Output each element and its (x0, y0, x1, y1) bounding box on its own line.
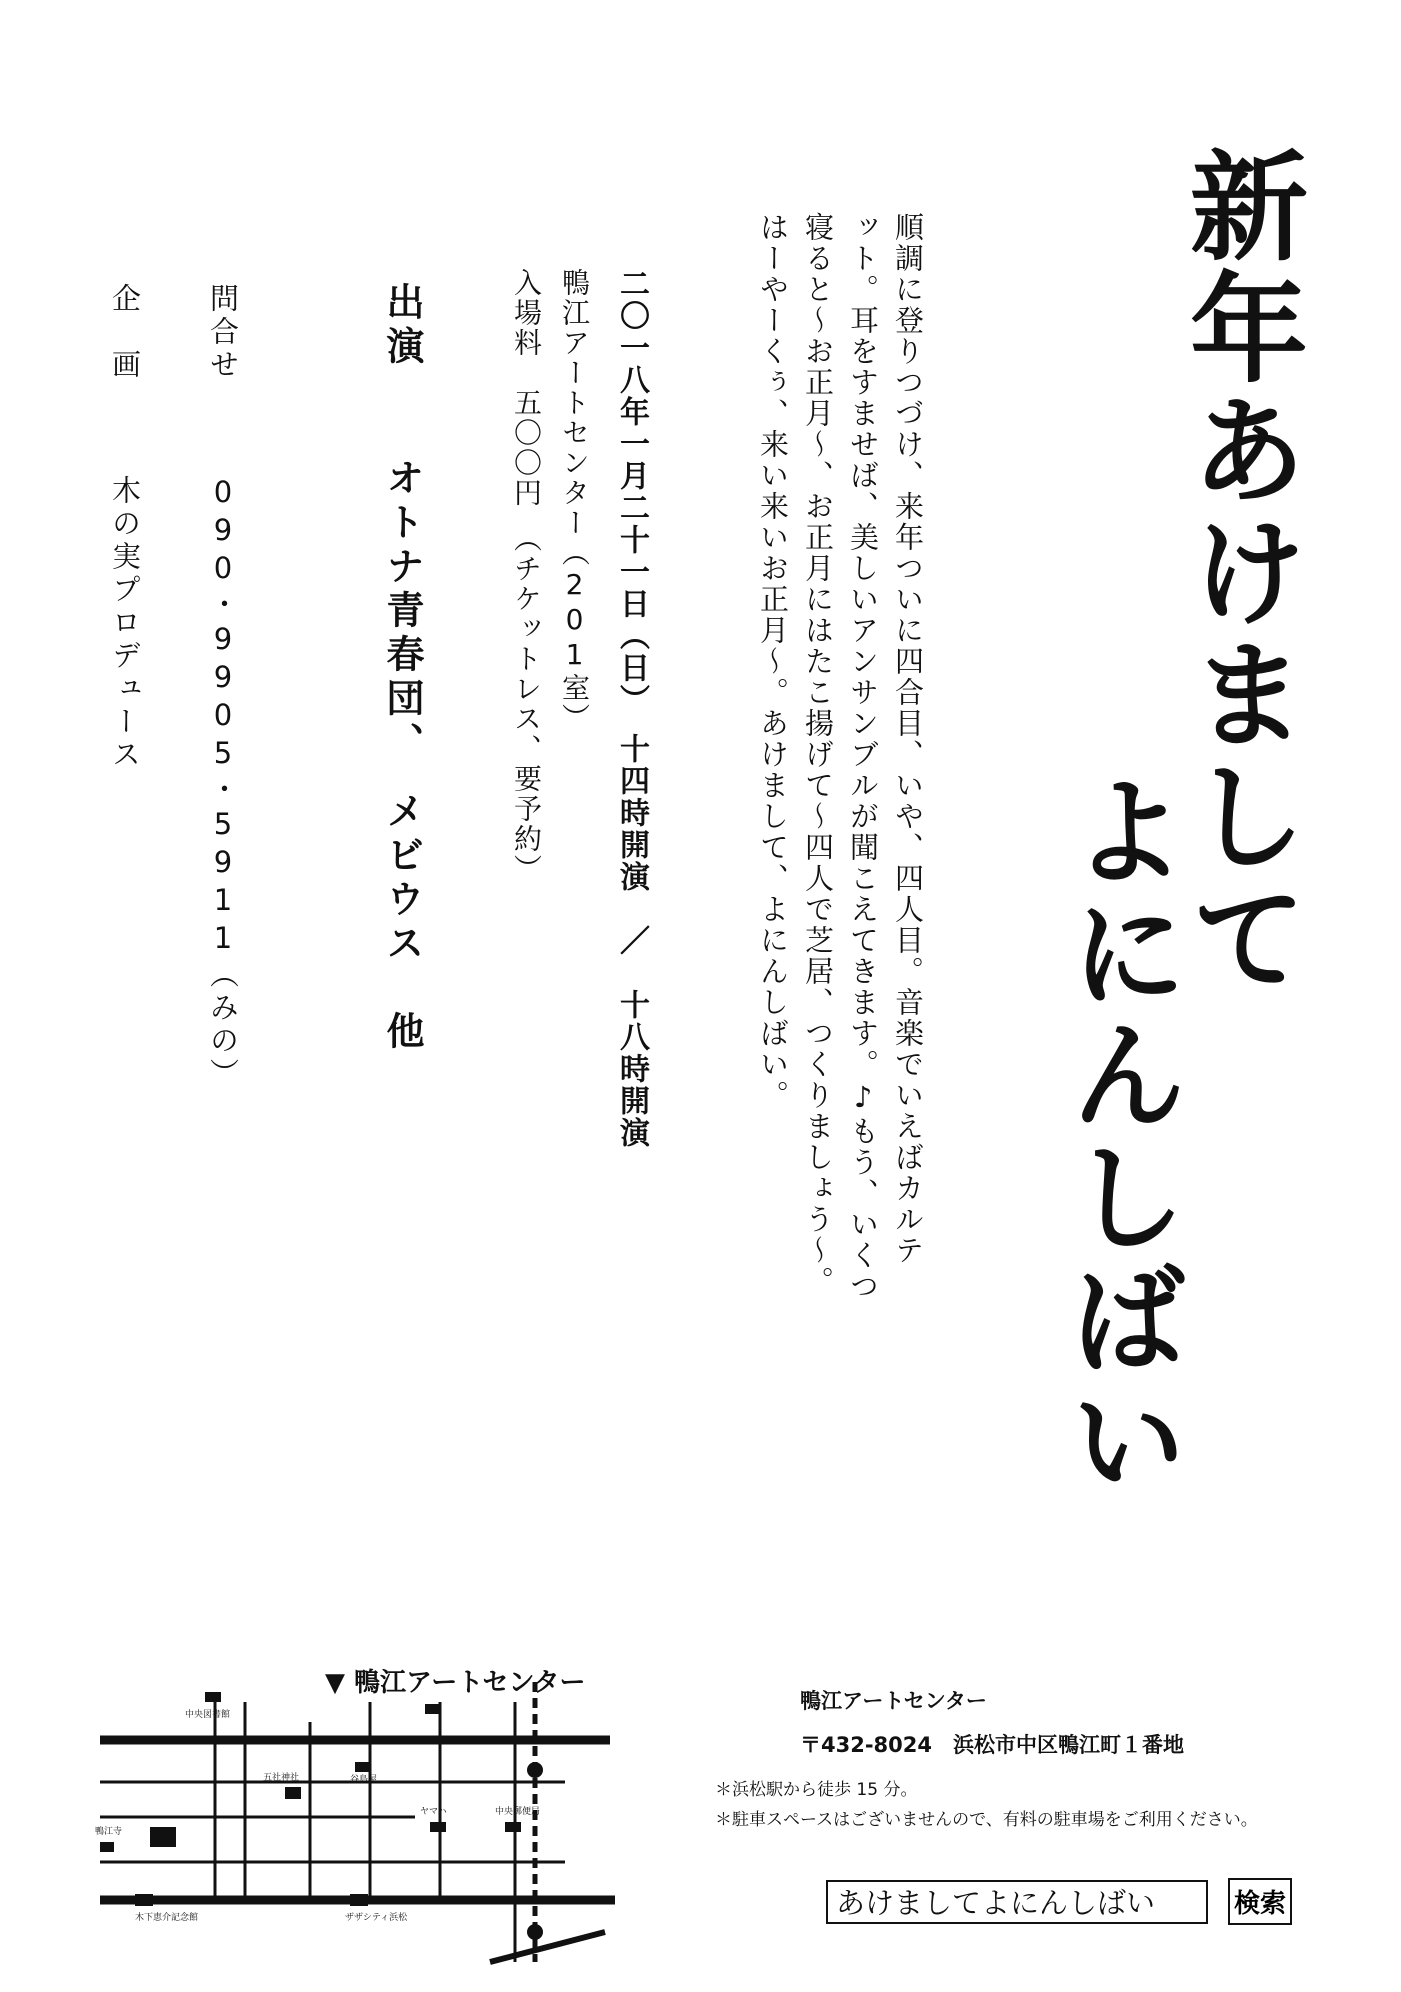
title-line-1: 新年あけまして (1170, 145, 1309, 999)
map-title: ▼ 鴨江アートセンター (325, 1668, 586, 1698)
station-2 (527, 1924, 543, 1940)
event-venue: 鴨江アートセンター（201室） (558, 268, 591, 733)
search-button[interactable]: 検索 (1228, 1878, 1292, 1925)
library-marker (205, 1692, 221, 1702)
event-date: 二〇一八年一月二十一日（日） 十四時開演 ／ 十八時開演 (614, 268, 649, 1149)
kinoshita-marker (135, 1894, 153, 1906)
note-parking: ＊駐車スペースはございませんので、有料の駐車場をご利用ください。 (715, 1810, 1258, 1830)
body-line-1: 順調に登りつづけ、来年ついに四合目、いや、四人目。音楽でいえばカルテ (891, 212, 925, 1266)
inquiry-phone: 090・9905・5911（みの） (206, 475, 240, 1091)
map-label-post: 中央郵便局 (495, 1807, 541, 1817)
inquiry-label: 問合せ (206, 283, 240, 382)
road-diagonal (490, 1932, 605, 1962)
venue-marker (150, 1827, 176, 1847)
shrine-marker (285, 1787, 301, 1799)
map-label-yamaha: ヤマハ (420, 1807, 447, 1817)
map-label-tanishisho: 谷島屋 (350, 1775, 378, 1785)
note-walk: ＊浜松駅から徒歩 15 分。 (715, 1780, 918, 1800)
access-notes (715, 1775, 1258, 1835)
search-input[interactable] (826, 1880, 1208, 1924)
event-fee: 入場料 五〇〇円 （チケットレス、要予約） (510, 268, 543, 884)
venue-address: 〒432-8024 浜松市中区鴨江町１番地 (800, 1733, 1184, 1757)
map-label-shrine: 五社神社 (263, 1773, 300, 1783)
marker-2 (425, 1704, 441, 1714)
zaza-marker (350, 1894, 368, 1906)
event-performers: 出演 オトナ青春団、 メビウス 他 (380, 282, 424, 1055)
venue-info (800, 1685, 1184, 1759)
marker-3 (355, 1762, 371, 1772)
map-label-zaza: ザザシティ浜松 (345, 1913, 408, 1923)
body-line-2: ット。耳をすませば、美しいアンサンブルが聞こえてきます。♪もう、いくつ (846, 212, 880, 1302)
title-line-2: よにんしばい (1050, 770, 1189, 1502)
map-label-kinoshita: 木下恵介記念館 (135, 1913, 199, 1923)
map-label-kamoe: 鴨江寺 (95, 1827, 123, 1837)
search-bar (826, 1878, 1292, 1925)
access-map (95, 1662, 635, 1967)
venue-name: 鴨江アートセンター (800, 1689, 987, 1713)
post-marker (505, 1822, 521, 1832)
kamoe-marker (100, 1842, 114, 1852)
map-drawing (95, 1662, 635, 1967)
body-line-4: はーやーくぅ、来い来いお正月〜。あけまして、よにんしばい。 (756, 212, 790, 1111)
planning-label: 企 画 (108, 283, 142, 382)
planning-value: 木の実プロデュース (108, 475, 142, 772)
body-line-3: 寝ると〜お正月〜、お正月にはたこ揚げて〜四人で芝居、つくりましょう〜。 (801, 212, 835, 1297)
station-1 (527, 1762, 543, 1778)
map-label-library: 中央図書館 (185, 1710, 231, 1720)
yamaha-marker (430, 1822, 446, 1832)
